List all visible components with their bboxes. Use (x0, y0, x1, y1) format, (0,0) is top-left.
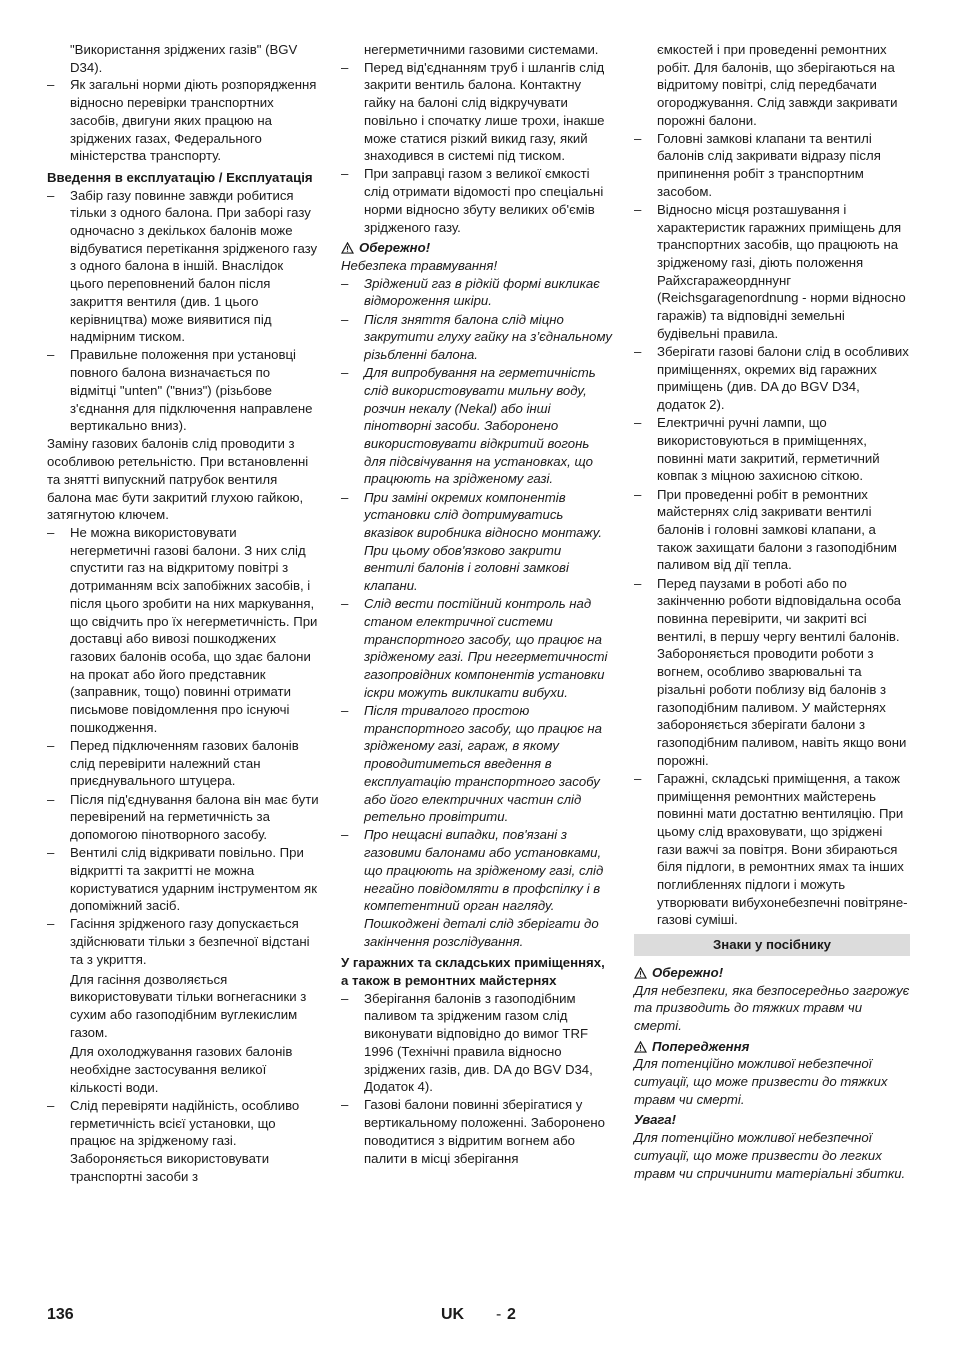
list-item: – Для випробування на герметичність слід використовувати мильну воду, розчин некалу (Nekal) або інші пінотворні засоби. Заборонено використовувати відкритий вогонь для підсвічування на установках, що працюють на зрідженому газі. (341, 364, 613, 488)
intro-text: ємкостей і при проведенні ремонтних робіт. Для балонів, що зберігаються на відритому повітрі, слід передбачати огороджування. Слід завжди закривати порожні балони. (657, 42, 898, 128)
list-item (47, 915, 319, 1096)
list-item: – Перед паузами в роботі або по закінченню роботи відповідальна особа повинна перевірити, чи закриті всі вентилі, в першу чергу вентилі балонів. Забороняється проводити роботи з вогнем, особливо зварювальні та різальні роботи поблизу від балонів з газоподібним паливом. У майстернях забороняється зберігати балони з газоподібним паливом, навіть якщо вони порожні. (634, 575, 910, 770)
bullet-list (47, 76, 319, 165)
sign-attention-label: Увага! (634, 1112, 676, 1128)
caution-list (341, 275, 613, 951)
list-item-paragraph: Для гасіння дозволяється використовувати тільки вогнегасники з сухим або газоподібним вуглекислим газом. (70, 971, 307, 1040)
caution-subtitle: Небезпека травмування! (341, 257, 498, 273)
list-item: – Після зняття балона слід міцно закрутити глуху гайку на з’єднальному різьбленні балона. (341, 311, 613, 364)
list-item: – Як загальні норми діють розпорядження відносно перевірки транспортних засобів, двигуни яких працюю на зріджених газах, Федерального міністерства транспорту. (47, 76, 319, 165)
bullet-list (47, 524, 319, 1186)
list-item: – Вентилі слід відкривати повільно. При відкритті та закритті не можна користуватися ударним інструментом як допоміжний засіб. (47, 844, 319, 915)
list-item-paragraph: – Гасіння зрідженого газу допускається здійснювати тільки з безпечної відстані та з укриття. (70, 916, 310, 967)
list-item-paragraph: Для охолоджування газових балонів необхідне застосування великої кількості води. (70, 1044, 293, 1095)
bullet-list (47, 187, 319, 435)
bullet-list (341, 990, 613, 1168)
sign-attention-text: Для потенційно можливої небезпечної ситуації, що може призвести до легких травм чи спричинити матеріальні збитки. (634, 1130, 906, 1181)
warning-triangle-icon (341, 242, 354, 254)
list-item: – При заправці газом з великої ємкості слід отримати відомості про спеціальні норми відносно збуту великих об'ємів зрідженого газу. (341, 165, 613, 236)
list-item: – При заміні окремих компонентів установки слід дотримуватись вказівок виробника відносно монтажу. При цьому обов'язково закрити вентилі балонів і головні замкові клапани. (341, 489, 613, 595)
column-left (47, 41, 319, 1186)
sign-warning (634, 1038, 910, 1056)
list-item: – Забір газу повинне завжди робитися тільки з одного балона. При заборі газу одночасно з декількох балонів може відбуватися перетікання зрідженого газу з одного балона в іншій. Внаслідок цього переповнений балон після закриття вентиля (див. 1 цього керівництва) може виявитися під надмірним тиском. (47, 187, 319, 346)
sign-caution-label: Обережно! (652, 964, 724, 980)
section-heading: У гаражних та складських приміщеннях, а також в ремонтних майстернях (341, 955, 605, 989)
sub-page-number: 2 (507, 1306, 516, 1323)
list-item: – Після тривалого простою транспортного засобу, що працює на зрідженому газі, гараж, в якому проводитиметься введення в експлуатацію транспортного засобу або його електричних частин слід ретельно провітрити. (341, 702, 613, 826)
list-item: – Перед підключенням газових балонів слід перевірити належний стан приєднувального штуцера. (47, 737, 319, 790)
intro-text: негерметичними газовими системами. (364, 42, 599, 57)
sign-caution-text: Для небезпеки, яка безпосередньо загрожує та призводить до тяжких травм чи смерті. (634, 982, 910, 1033)
caution-label-text: Обережно! (359, 240, 431, 256)
list-item: – Газові балони повинні зберігатися у вертикальному положенні. Заборонено поводитися з відритим вогнем або палити в місці зберігання (341, 1096, 613, 1167)
warning-triangle-icon (634, 1041, 647, 1053)
page-number: 136 (47, 1306, 74, 1323)
list-item: – Перед від'єднанням труб і шлангів слід закрити вентиль балона. Контактну гайку на балоні слід відкручувати повільно і спочатку лише трохи, інакше може статися різкий викид газу, який знаходився в системі під тиском. (341, 59, 613, 165)
column-middle (341, 41, 613, 1168)
sign-caution (634, 964, 910, 982)
list-item: – Після під'єднування балона він має бути перевірений на герметичність за допомогою пінотворного засобу. (47, 791, 319, 844)
list-item: – Про нещасні випадки, пов'язані з газовими балонами або установками, що працюють на зрідженому газі, слід негайно повідомляти в профспілку і в компетентний орган нагляду. Пошкоджені деталі слід зберігати до закінчення розслідування. (341, 826, 613, 950)
list-item: – Не можна використовувати негерметичні газові балони. З них слід спустити газ на відкритому повітрі з дотриманням всіх запобіжних засобів, і після цього зробити на них маркування, що свідчить про їх негерметичність. При доставці або вивозі пошкоджених газових балонів особа, що здає балони на прокат або його представник (заправник, тощо) повинні отримати письмове повідомлення про існуючі пошкодження. (47, 524, 319, 736)
language-code: UK (441, 1306, 465, 1323)
list-item: – Правильне положення при установці повного балона визначається по відмітці "unten" ("вниз") (різьбове з'єднання для підключення направлене вертикально вниз). (47, 346, 319, 435)
paragraph: Заміну газових балонів слід проводити з особливою ретельністю. При встановленні та знятті випускний патрубок вентиля балона має бути закритий глухою гайкою, затягнутою ключем. (47, 436, 309, 523)
bullet-list (634, 130, 910, 930)
list-item: – Головні замкові клапани та вентилі балонів слід закривати відразу після припинення робіт з транспортним засобом. (634, 130, 910, 201)
bullet-list (341, 59, 613, 237)
list-item: – Зберігання балонів з газоподібним паливом та зрідженим газом слід виконувати відповідно до вимог TRF 1996 (Технічні правила відносно зріджених газів, див. DA до BGV D34, Додаток 4). (341, 990, 613, 1096)
footer-separator: - (496, 1306, 502, 1323)
caution-label (341, 239, 613, 257)
intro-text: "Використання зріджених газів" (BGV D34). (70, 42, 298, 75)
sign-warning-text: Для потенційно можливої небезпечної ситуації, що може призвести до тяжких травм чи смерті. (634, 1056, 888, 1107)
list-item: – При проведенні робіт в ремонтних майстернях слід закривати вентилі балонів і головні замкові клапани, а також захищати балони з газоподібним паливом від дії тепла. (634, 486, 910, 575)
list-item: – Відносно місця розташування і характеристик гаражних приміщень для транспортних засобів, що працюють на зрідженому газі, діють положення Райхсгаражеордннунг (Reichsgaragenordnung - норми відносно гаражів) та відповідні земельні будівельні правила. (634, 201, 910, 343)
list-item: – Гаражні, складські приміщення, а також приміщення ремонтних майстерень повинні мати достатню вентиляцію. При цьому слід враховувати, що зріджені гази важчі за повітря. Вони збираються біля підлоги, в ремонтних ямах та інших поглибленнях підлоги і можуть утворювати вибухонебезпечні повітряне-газові суміші. (634, 770, 910, 929)
list-item: – Слід перевіряти надійність, особливо герметичність всієї установки, що працює на зрідженому газі. Забороняється використовувати транспортні засоби з (47, 1097, 319, 1186)
list-item: – Зберігати газові балони слід в особливих приміщеннях, окремих від гаражних приміщень (див. DA до BGV D34, додаток 2). (634, 343, 910, 414)
list-item: – Зріджений газ в рідкій формі викликає відмороження шкіри. (341, 275, 613, 310)
column-right (634, 41, 910, 1182)
list-item: – Слід вести постійний контроль над станом електричної системи транспортного засобу, що працює на зрідженому газі. При негерметичності газопровідних компонентів установки іскри можуть викликати вибухи. (341, 595, 613, 701)
section-heading: Введення в експлуатацію / Експлуатація (47, 169, 313, 185)
list-item: – Електричні ручні лампи, що використовуються в приміщеннях, повинні мати закритий, герметичний ковпак з міцною захисною сіткою. (634, 414, 910, 485)
section-title-bar: Знаки у посібнику (634, 934, 910, 956)
warning-triangle-icon (634, 967, 647, 979)
sign-warning-label: Попередження (652, 1038, 750, 1054)
